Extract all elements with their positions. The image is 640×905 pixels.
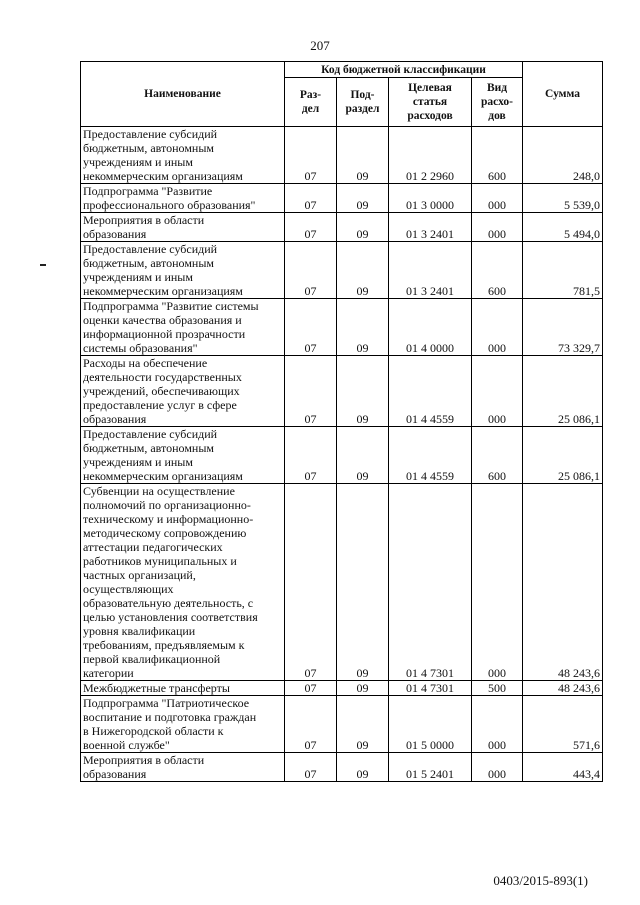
table-row xyxy=(81,696,603,753)
header-subsection: Под- раздел xyxy=(337,78,389,127)
row-amount: 5 494,0 xyxy=(523,213,603,242)
row-type: 000 xyxy=(472,184,523,213)
row-target: 01 5 0000 xyxy=(389,696,472,753)
row-amount: 25 086,1 xyxy=(523,356,603,427)
row-target: 01 4 4559 xyxy=(389,427,472,484)
margin-mark xyxy=(40,264,46,266)
row-target: 01 3 2401 xyxy=(389,213,472,242)
row-type: 000 xyxy=(472,753,523,782)
page-number: 207 xyxy=(310,38,330,53)
header-name: Наименование xyxy=(81,62,285,127)
row-subsection: 09 xyxy=(337,681,389,696)
row-amount: 5 539,0 xyxy=(523,184,603,213)
table-row xyxy=(81,356,603,427)
row-target: 01 4 7301 xyxy=(389,681,472,696)
row-target: 01 2 2960 xyxy=(389,127,472,184)
budget-table xyxy=(80,61,603,782)
row-type: 000 xyxy=(472,484,523,681)
row-subsection: 09 xyxy=(337,484,389,681)
row-name: Мероприятия в области образования xyxy=(81,753,285,782)
row-name: Предоставление субсидий бюджетным, автономным учреждениям и иным некоммерческим организациям xyxy=(81,242,285,299)
row-target: 01 3 2401 xyxy=(389,242,472,299)
row-target: 01 4 7301 xyxy=(389,484,472,681)
row-name: Расходы на обеспечение деятельности государственных учреждений, обеспечивающих предоставление услуг в сфере образования xyxy=(81,356,285,427)
row-name: Мероприятия в области образования xyxy=(81,213,285,242)
table-row xyxy=(81,213,603,242)
row-amount: 571,6 xyxy=(523,696,603,753)
table-body xyxy=(81,127,603,782)
row-section: 07 xyxy=(285,127,337,184)
row-subsection: 09 xyxy=(337,242,389,299)
row-target: 01 5 2401 xyxy=(389,753,472,782)
table-row xyxy=(81,753,603,782)
header-section: Раз- дел xyxy=(285,78,337,127)
table-row xyxy=(81,127,603,184)
row-section: 07 xyxy=(285,242,337,299)
row-amount: 781,5 xyxy=(523,242,603,299)
row-subsection: 09 xyxy=(337,696,389,753)
row-amount: 48 243,6 xyxy=(523,484,603,681)
table-row xyxy=(81,427,603,484)
row-amount: 48 243,6 xyxy=(523,681,603,696)
row-section: 07 xyxy=(285,213,337,242)
row-section: 07 xyxy=(285,299,337,356)
row-amount: 443,4 xyxy=(523,753,603,782)
row-name: Предоставление субсидий бюджетным, автономным учреждениям и иным некоммерческим организациям xyxy=(81,127,285,184)
row-section: 07 xyxy=(285,696,337,753)
row-section: 07 xyxy=(285,484,337,681)
row-amount: 248,0 xyxy=(523,127,603,184)
row-type: 000 xyxy=(472,696,523,753)
row-section: 07 xyxy=(285,427,337,484)
table-row xyxy=(81,484,603,681)
row-name: Субвенции на осуществление полномочий по организационно- техническому и информационно- методическому сопровождению аттестации педагогических работников муниципальных и частных организаций, осуществляющих образовательную деятельность, с целью установления соответствия уровня квалификации требованиям, предъявляемым к первой квалификационной категории xyxy=(81,484,285,681)
row-type: 000 xyxy=(472,299,523,356)
document-code: 0403/2015-893(1) xyxy=(493,873,588,888)
row-target: 01 3 0000 xyxy=(389,184,472,213)
row-subsection: 09 xyxy=(337,356,389,427)
row-type: 600 xyxy=(472,127,523,184)
table-header xyxy=(81,62,603,127)
row-type: 500 xyxy=(472,681,523,696)
row-type: 000 xyxy=(472,213,523,242)
row-name: Предоставление субсидий бюджетным, автономным учреждениям и иным некоммерческим организациям xyxy=(81,427,285,484)
row-type: 600 xyxy=(472,242,523,299)
row-subsection: 09 xyxy=(337,213,389,242)
table-row xyxy=(81,299,603,356)
row-type: 600 xyxy=(472,427,523,484)
row-target: 01 4 4559 xyxy=(389,356,472,427)
header-type: Вид расхо- дов xyxy=(472,78,523,127)
row-subsection: 09 xyxy=(337,184,389,213)
row-section: 07 xyxy=(285,753,337,782)
table-row xyxy=(81,681,603,696)
row-amount: 73 329,7 xyxy=(523,299,603,356)
row-subsection: 09 xyxy=(337,427,389,484)
row-section: 07 xyxy=(285,356,337,427)
row-name: Подпрограмма "Патриотическое воспитание и подготовка граждан в Нижегородской области к военной службе" xyxy=(81,696,285,753)
table-row xyxy=(81,184,603,213)
row-section: 07 xyxy=(285,184,337,213)
row-subsection: 09 xyxy=(337,753,389,782)
row-name: Межбюджетные трансферты xyxy=(81,681,285,696)
header-code-group: Код бюджетной классификации xyxy=(285,62,523,78)
row-name: Подпрограмма "Развитие профессионального образования" xyxy=(81,184,285,213)
row-section: 07 xyxy=(285,681,337,696)
row-type: 000 xyxy=(472,356,523,427)
row-name: Подпрограмма "Развитие системы оценки качества образования и информационной прозрачности системы образования" xyxy=(81,299,285,356)
header-amount: Сумма xyxy=(523,62,603,127)
row-target: 01 4 0000 xyxy=(389,299,472,356)
row-amount: 25 086,1 xyxy=(523,427,603,484)
header-target: Целевая статья расходов xyxy=(389,78,472,127)
table-row xyxy=(81,242,603,299)
row-subsection: 09 xyxy=(337,127,389,184)
row-subsection: 09 xyxy=(337,299,389,356)
